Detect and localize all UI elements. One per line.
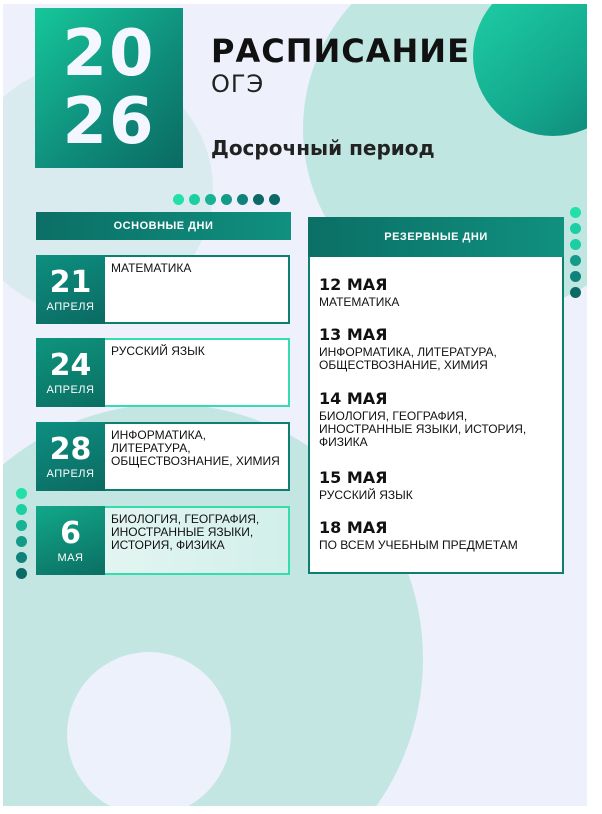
month-name: АПРЕЛЯ <box>46 300 95 313</box>
subject-list: ИНФОРМАТИКА, ЛИТЕРАТУРА, ОБЩЕСТВОЗНАНИЕ, ХИМИЯ <box>111 428 280 468</box>
date-box <box>36 255 105 324</box>
reserve-date: 12 МАЯ <box>319 275 388 294</box>
reserve-date: 14 МАЯ <box>319 389 388 408</box>
year-bottom: 26 <box>62 85 156 159</box>
exam-name: ОГЭ <box>211 70 265 98</box>
subject-list: РУССКИЙ ЯЗЫК <box>111 344 205 358</box>
subject-list: БИОЛОГИЯ, ГЕОГРАФИЯ, ИНОСТРАННЫЕ ЯЗЫКИ, ИСТОРИЯ, ФИЗИКА <box>111 512 260 552</box>
day-number: 28 <box>49 431 92 467</box>
day-number: 6 <box>60 515 81 551</box>
page-title: РАСПИСАНИЕ <box>211 32 470 70</box>
reserve-subjects: МАТЕМАТИКА <box>319 295 400 309</box>
date-box <box>36 506 105 575</box>
reserve-subjects: РУССКИЙ ЯЗЫК <box>319 488 413 502</box>
subject-list: МАТЕМАТИКА <box>111 261 192 275</box>
period-title: Досрочный период <box>211 136 435 160</box>
main-day-row <box>36 422 290 491</box>
reserve-subjects: БИОЛОГИЯ, ГЕОГРАФИЯ, ИНОСТРАННЫЕ ЯЗЫКИ, ИСТОРИЯ, ФИЗИКА <box>319 409 527 449</box>
date-box <box>36 422 105 491</box>
reserve-day <box>319 276 555 309</box>
main-day-row <box>36 338 290 407</box>
reserve-day <box>319 390 555 449</box>
reserve-subjects: ИНФОРМАТИКА, ЛИТЕРАТУРА, ОБЩЕСТВОЗНАНИЕ, ХИМИЯ <box>319 345 497 372</box>
reserve-days-header: РЕЗЕРВНЫЕ ДНИ <box>308 217 564 257</box>
reserve-date: 18 МАЯ <box>319 518 388 537</box>
reserve-day <box>319 469 555 502</box>
decor-dots <box>570 207 581 298</box>
month-name: МАЯ <box>57 551 84 564</box>
day-number: 24 <box>49 347 92 383</box>
main-day-row <box>36 255 290 324</box>
decor-dots <box>16 488 27 579</box>
year-block <box>35 8 183 168</box>
month-name: АПРЕЛЯ <box>46 467 95 480</box>
date-box <box>36 338 105 407</box>
reserve-subjects: ПО ВСЕМ УЧЕБНЫМ ПРЕДМЕТАМ <box>319 538 518 552</box>
day-number: 21 <box>49 264 92 300</box>
main-day-row <box>36 506 290 575</box>
main-days-header: ОСНОВНЫЕ ДНИ <box>36 212 291 240</box>
decor-dots <box>173 194 280 205</box>
reserve-date: 15 МАЯ <box>319 468 388 487</box>
reserve-day <box>319 519 555 552</box>
decor-circle <box>67 652 231 806</box>
year-top: 20 <box>62 17 156 91</box>
reserve-day <box>319 326 555 372</box>
schedule-poster <box>3 4 587 806</box>
reserve-date: 13 МАЯ <box>319 325 388 344</box>
month-name: АПРЕЛЯ <box>46 383 95 396</box>
